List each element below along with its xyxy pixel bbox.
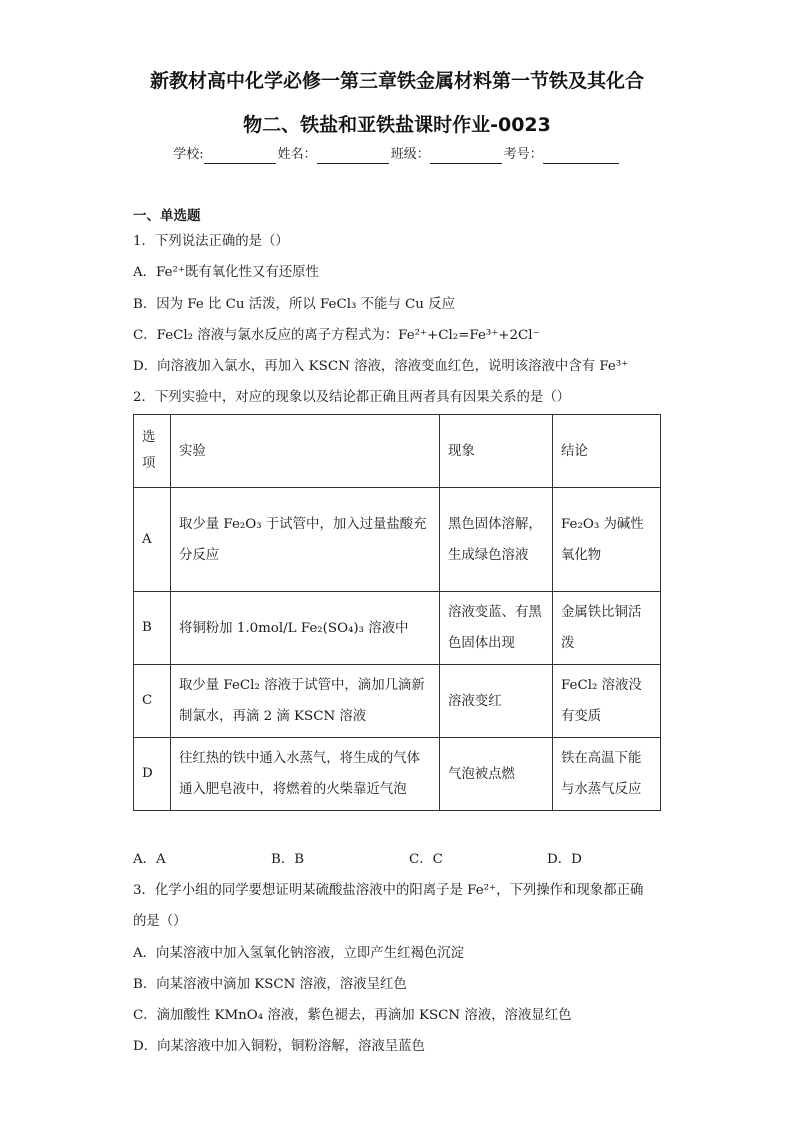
row-option: D — [134, 738, 171, 811]
row-conclusion: Fe₂O₃ 为碱性氧化物 — [553, 488, 661, 592]
class-blank — [430, 149, 502, 164]
q2-choice-b: B．B — [271, 852, 305, 867]
q3-stem-line1: 3．化学小组的同学要想证明某硫酸盐溶液中的阳离子是 Fe²⁺，下列操作和现象都正确 — [133, 883, 644, 898]
school-label: 学校: — [173, 147, 204, 162]
q3-option-c: C．滴加酸性 KMnO₄ 溶液，紫色褪去，再滴加 KSCN 溶液，溶液显红色 — [133, 1008, 572, 1023]
exam-no-blank — [543, 149, 619, 164]
row-experiment: 将铜粉加 1.0mol/L Fe₂(SO₄)₃ 溶液中 — [171, 592, 440, 665]
q1-option-b: B．因为 Fe 比 Cu 活泼，所以 FeCl₃ 不能与 Cu 反应 — [133, 297, 455, 312]
q1-option-d: D．向溶液加入氯水，再加入 KSCN 溶液，溶液变血红色，说明该溶液中含有 Fe³⁺ — [133, 359, 629, 374]
row-option: A — [134, 488, 171, 592]
q3-option-d: D．向某溶液中加入铜粉，铜粉溶解，溶液呈蓝色 — [133, 1039, 425, 1054]
table-row — [134, 488, 661, 592]
table-row — [134, 665, 661, 738]
q1-stem: 1．下列说法正确的是（） — [133, 234, 289, 249]
q2-stem: 2．下列实验中，对应的现象以及结论都正确且两者具有因果关系的是（） — [133, 390, 571, 405]
row-phenomenon: 溶液变红 — [440, 665, 553, 738]
header-experiment: 实验 — [171, 415, 440, 488]
header-phenomenon: 现象 — [440, 415, 553, 488]
q2-choice-c: C．C — [409, 852, 443, 867]
table-row — [134, 592, 661, 665]
name-label: 姓名： — [277, 147, 317, 162]
row-option: B — [134, 592, 171, 665]
doc-title-line2: 物二、铁盐和亚铁盐课时作业-0023 — [243, 114, 551, 136]
class-label: 班级： — [390, 147, 430, 162]
row-phenomenon: 溶液变蓝、有黑色固体出现 — [440, 592, 553, 665]
name-blank — [317, 149, 389, 164]
row-experiment: 取少量 Fe₂O₃ 于试管中，加入过量盐酸充分反应 — [171, 488, 440, 592]
doc-title-line1: 新教材高中化学必修一第三章铁金属材料第一节铁及其化合 — [149, 70, 644, 92]
section-heading: 一、单选题 — [133, 208, 201, 224]
q3-option-b: B．向某溶液中滴加 KSCN 溶液，溶液呈红色 — [133, 977, 407, 992]
exam-no-label: 考号： — [503, 147, 543, 162]
q3-stem-line2: 的是（） — [133, 914, 187, 929]
row-conclusion: FeCl₂ 溶液没有变质 — [553, 665, 661, 738]
q1-option-a: A．Fe²⁺既有氧化性又有还原性 — [133, 265, 319, 280]
q2-choice-a: A．A — [133, 852, 166, 867]
row-phenomenon: 气泡被点燃 — [440, 738, 553, 811]
table-row — [134, 738, 661, 811]
q3-option-a: A．向某溶液中加入氢氧化钠溶液，立即产生红褐色沉淀 — [133, 946, 465, 961]
row-experiment: 往红热的铁中通入水蒸气，将生成的气体通入肥皂液中，将燃着的火柴靠近气泡 — [171, 738, 440, 811]
row-option: C — [134, 665, 171, 738]
row-conclusion: 铁在高温下能与水蒸气反应 — [553, 738, 661, 811]
table-header-row — [134, 415, 661, 488]
header-conclusion: 结论 — [553, 415, 661, 488]
experiment-table — [133, 414, 661, 811]
header-option: 选项 — [134, 415, 171, 488]
q2-choice-d: D．D — [547, 852, 582, 867]
q1-option-c: C．FeCl₂ 溶液与氯水反应的离子方程式为：Fe²⁺+Cl₂=Fe³⁺+2Cl⁻ — [133, 328, 540, 343]
row-experiment: 取少量 FeCl₂ 溶液于试管中，滴加几滴新制氯水，再滴 2 滴 KSCN 溶液 — [171, 665, 440, 738]
school-blank — [204, 149, 276, 164]
student-info-line — [0, 146, 794, 164]
row-conclusion: 金属铁比铜活泼 — [553, 592, 661, 665]
row-phenomenon: 黑色固体溶解，生成绿色溶液 — [440, 488, 553, 592]
